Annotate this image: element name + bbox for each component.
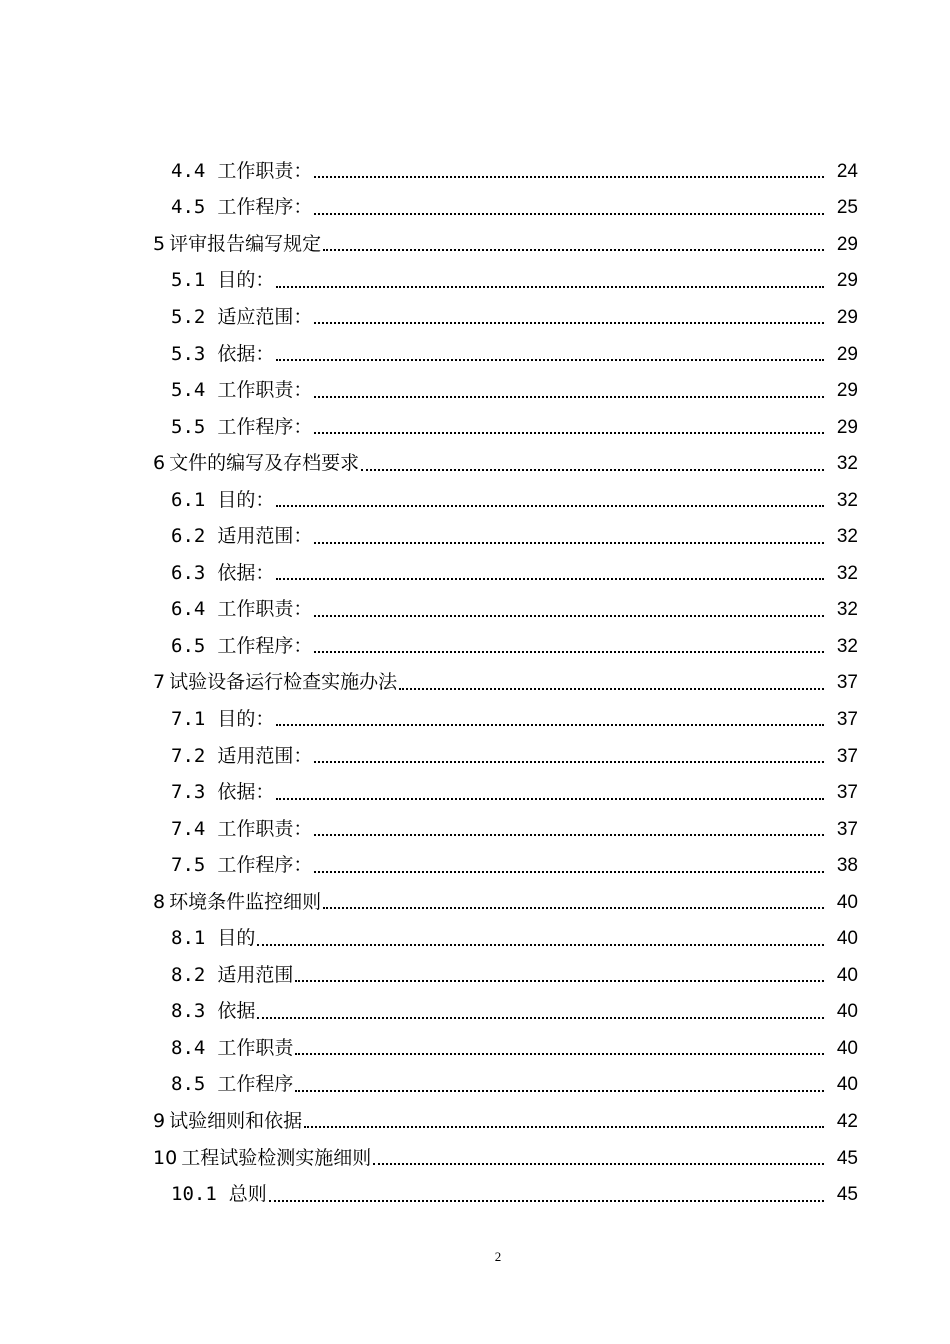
dot-leader (314, 176, 824, 178)
dot-leader (276, 505, 824, 507)
toc-entry-title: 目的 (217, 927, 256, 950)
toc-entry-10[interactable] (0, 1140, 950, 1177)
toc-entry-number: 5.5 (171, 415, 206, 438)
toc-entry-number: 8.3 (171, 1000, 206, 1023)
toc-entry-page: 40 (836, 1074, 858, 1096)
table-of-contents (0, 153, 950, 1213)
toc-entry-7-4[interactable] (0, 811, 950, 848)
dot-leader (314, 615, 824, 617)
toc-entry-page: 37 (836, 782, 858, 804)
toc-entry-number: 4.5 (171, 196, 206, 219)
toc-entry-number: 4.4 (171, 159, 206, 182)
toc-entry-6-3[interactable] (0, 555, 950, 592)
dot-leader (323, 907, 824, 909)
toc-entry-number: 6.1 (171, 488, 206, 511)
dot-leader (361, 469, 824, 471)
toc-entry-page: 45 (836, 1147, 858, 1169)
toc-entry-title: 工作程序： (217, 634, 313, 657)
dot-leader (276, 724, 824, 726)
toc-entry-heading (171, 381, 312, 400)
toc-entry-page: 32 (836, 489, 858, 511)
toc-entry-title: 目的： (217, 269, 275, 292)
toc-entry-number: 7.4 (171, 817, 206, 840)
toc-entry-number: 5.3 (171, 342, 206, 365)
toc-entry-title: 依据 (217, 1000, 256, 1023)
dot-leader (257, 944, 824, 946)
toc-entry-page: 40 (836, 928, 858, 950)
toc-entry-page: 45 (836, 1184, 858, 1206)
toc-entry-page: 37 (836, 708, 858, 730)
toc-entry-number: 5.4 (171, 379, 206, 402)
toc-entry-title: 工作程序： (217, 854, 313, 877)
toc-entry-title: 工作职责： (217, 598, 313, 621)
toc-entry-page: 29 (836, 416, 858, 438)
toc-entry-page: 40 (836, 964, 858, 986)
toc-entry-title: 工作职责 (217, 1036, 294, 1059)
toc-entry-heading (171, 783, 274, 802)
toc-entry-heading (153, 1146, 372, 1169)
dot-leader (314, 871, 824, 873)
toc-entry-title: 依据： (217, 781, 275, 804)
toc-entry-title: 适用范围： (217, 744, 313, 767)
toc-entry-5-5[interactable] (0, 409, 950, 446)
toc-entry-title: 试验细则和依据 (169, 1109, 303, 1132)
toc-entry-heading (153, 454, 359, 473)
toc-entry-heading (171, 707, 275, 730)
toc-entry-title: 适用范围： (217, 525, 313, 548)
dot-leader (295, 980, 824, 982)
toc-entry-5-4[interactable] (0, 372, 950, 409)
dot-leader (304, 1126, 824, 1128)
dot-leader (373, 1163, 824, 1165)
toc-entry-heading (171, 1185, 267, 1204)
toc-entry-title: 依据： (217, 342, 275, 365)
toc-entry-heading (171, 342, 275, 365)
toc-entry-page: 42 (836, 1110, 858, 1132)
toc-entry-number: 7.2 (171, 744, 206, 767)
dot-leader (314, 432, 824, 434)
toc-entry-title: 目的： (217, 707, 275, 730)
toc-entry-title: 总则 (228, 1183, 267, 1206)
toc-entry-number: 10.1 (171, 1183, 217, 1206)
toc-entry-title: 文件的编写及存档要求 (169, 452, 360, 475)
dot-leader (257, 1017, 824, 1019)
toc-entry-6-5[interactable] (0, 628, 950, 665)
page-number: 2 (494, 1249, 502, 1264)
toc-entry-page: 32 (836, 599, 858, 621)
toc-entry-title: 依据： (217, 561, 275, 584)
toc-entry-number: 8 (153, 890, 166, 913)
toc-entry-number: 7.3 (171, 781, 206, 804)
dot-leader (314, 213, 824, 215)
toc-entry-heading (153, 232, 322, 255)
toc-entry-number: 6 (153, 452, 166, 475)
toc-entry-9[interactable] (0, 1103, 950, 1140)
toc-entry-heading (171, 527, 312, 546)
toc-entry-number: 10 (153, 1146, 178, 1169)
toc-entry-title: 工作职责： (217, 379, 313, 402)
toc-entry-8[interactable] (0, 884, 950, 921)
toc-entry-number: 7.1 (171, 707, 206, 730)
toc-entry-page: 29 (836, 343, 858, 365)
toc-entry-heading (171, 415, 313, 438)
toc-entry-title: 工作程序 (217, 1073, 294, 1096)
toc-entry-title: 工作职责： (217, 817, 313, 840)
toc-entry-heading (171, 817, 313, 840)
toc-entry-heading (171, 1002, 255, 1021)
toc-entry-title: 适用范围 (217, 963, 294, 986)
toc-entry-number: 5.2 (171, 305, 206, 328)
dot-leader (314, 761, 824, 763)
toc-entry-heading (171, 561, 275, 584)
dot-leader (314, 834, 824, 836)
toc-entry-heading (171, 1075, 293, 1094)
toc-entry-8-2[interactable] (0, 957, 950, 994)
toc-entry-page: 24 (836, 160, 858, 182)
toc-entry-title: 工程试验检测实施细则 (181, 1146, 372, 1169)
toc-entry-heading (171, 600, 312, 619)
toc-entry-7-2[interactable] (0, 738, 950, 775)
toc-entry-number: 8.4 (171, 1036, 206, 1059)
dot-leader (276, 578, 824, 580)
toc-entry-6-2[interactable] (0, 518, 950, 555)
toc-entry-number: 5.1 (171, 269, 206, 292)
dot-leader (314, 651, 824, 653)
toc-entry-number: 8.5 (171, 1073, 206, 1096)
toc-entry-8-4[interactable] (0, 1030, 950, 1067)
toc-entry-heading (153, 1109, 303, 1132)
toc-entry-10-1[interactable] (0, 1176, 950, 1213)
toc-entry-page: 29 (836, 380, 858, 402)
toc-entry-heading (171, 305, 313, 328)
toc-entry-page: 29 (836, 233, 858, 255)
toc-entry-page: 32 (836, 526, 858, 548)
toc-entry-number: 5 (153, 232, 166, 255)
toc-entry-heading (171, 271, 274, 290)
toc-entry-8-3[interactable] (0, 994, 950, 1031)
toc-entry-heading (171, 198, 312, 217)
toc-entry-7-5[interactable] (0, 847, 950, 884)
dot-leader (276, 286, 824, 288)
dot-leader (323, 249, 824, 251)
toc-entry-page: 40 (836, 891, 858, 913)
toc-entry-title: 工作程序： (217, 415, 313, 438)
toc-entry-page: 32 (836, 635, 858, 657)
dot-leader (314, 396, 824, 398)
toc-entry-page: 29 (836, 270, 858, 292)
toc-entry-6-1[interactable] (0, 482, 950, 519)
toc-entry-heading (171, 929, 255, 948)
toc-entry-heading (171, 963, 294, 986)
toc-entry-heading (153, 890, 322, 913)
toc-entry-4-5[interactable] (0, 190, 950, 227)
toc-entry-7-3[interactable] (0, 774, 950, 811)
toc-entry-heading (171, 159, 313, 182)
toc-entry-title: 环境条件监控细则 (169, 890, 322, 913)
toc-entry-title: 适应范围： (217, 305, 313, 328)
toc-entry-title: 评审报告编写规定 (169, 232, 322, 255)
toc-entry-5[interactable] (0, 226, 950, 263)
toc-entry-page: 37 (836, 818, 858, 840)
dot-leader (276, 359, 824, 361)
toc-entry-4-4[interactable] (0, 153, 950, 190)
toc-entry-number: 6.3 (171, 561, 206, 584)
dot-leader (314, 322, 824, 324)
toc-entry-6[interactable] (0, 445, 950, 482)
toc-entry-title: 试验设备运行检查实施办法 (169, 671, 398, 694)
toc-entry-6-4[interactable] (0, 592, 950, 629)
toc-entry-number: 6.4 (171, 598, 206, 621)
dot-leader (295, 1053, 824, 1055)
toc-entry-heading (171, 744, 313, 767)
toc-entry-heading (171, 1036, 294, 1059)
toc-entry-number: 6.5 (171, 634, 206, 657)
toc-entry-7[interactable] (0, 665, 950, 702)
toc-entry-title: 工作程序： (217, 196, 313, 219)
toc-entry-7-1[interactable] (0, 701, 950, 738)
toc-entry-heading (171, 488, 275, 511)
toc-entry-page: 40 (836, 1001, 858, 1023)
toc-entry-5-2[interactable] (0, 299, 950, 336)
toc-entry-page: 32 (836, 453, 858, 475)
toc-entry-number: 8.2 (171, 963, 206, 986)
toc-entry-page: 40 (836, 1037, 858, 1059)
toc-entry-page: 29 (836, 306, 858, 328)
dot-leader (399, 688, 824, 690)
toc-entry-number: 8.1 (171, 927, 206, 950)
toc-entry-number: 7.5 (171, 854, 206, 877)
toc-entry-title: 工作职责： (217, 159, 313, 182)
toc-entry-page: 37 (836, 672, 858, 694)
toc-entry-5-3[interactable] (0, 336, 950, 373)
toc-entry-8-1[interactable] (0, 920, 950, 957)
toc-entry-number: 9 (153, 1109, 166, 1132)
toc-entry-8-5[interactable] (0, 1067, 950, 1104)
dot-leader (295, 1090, 824, 1092)
dot-leader (314, 542, 824, 544)
toc-entry-heading (171, 856, 312, 875)
toc-entry-title: 目的： (217, 488, 275, 511)
toc-entry-page: 37 (836, 745, 858, 767)
toc-entry-page: 25 (836, 197, 858, 219)
dot-leader (276, 798, 824, 800)
toc-entry-number: 6.2 (171, 525, 206, 548)
toc-entry-heading (153, 673, 397, 692)
toc-entry-heading (171, 634, 313, 657)
toc-entry-5-1[interactable] (0, 263, 950, 300)
toc-entry-page: 32 (836, 562, 858, 584)
toc-entry-number: 7 (153, 671, 166, 694)
dot-leader (269, 1200, 824, 1202)
toc-entry-page: 38 (836, 855, 858, 877)
